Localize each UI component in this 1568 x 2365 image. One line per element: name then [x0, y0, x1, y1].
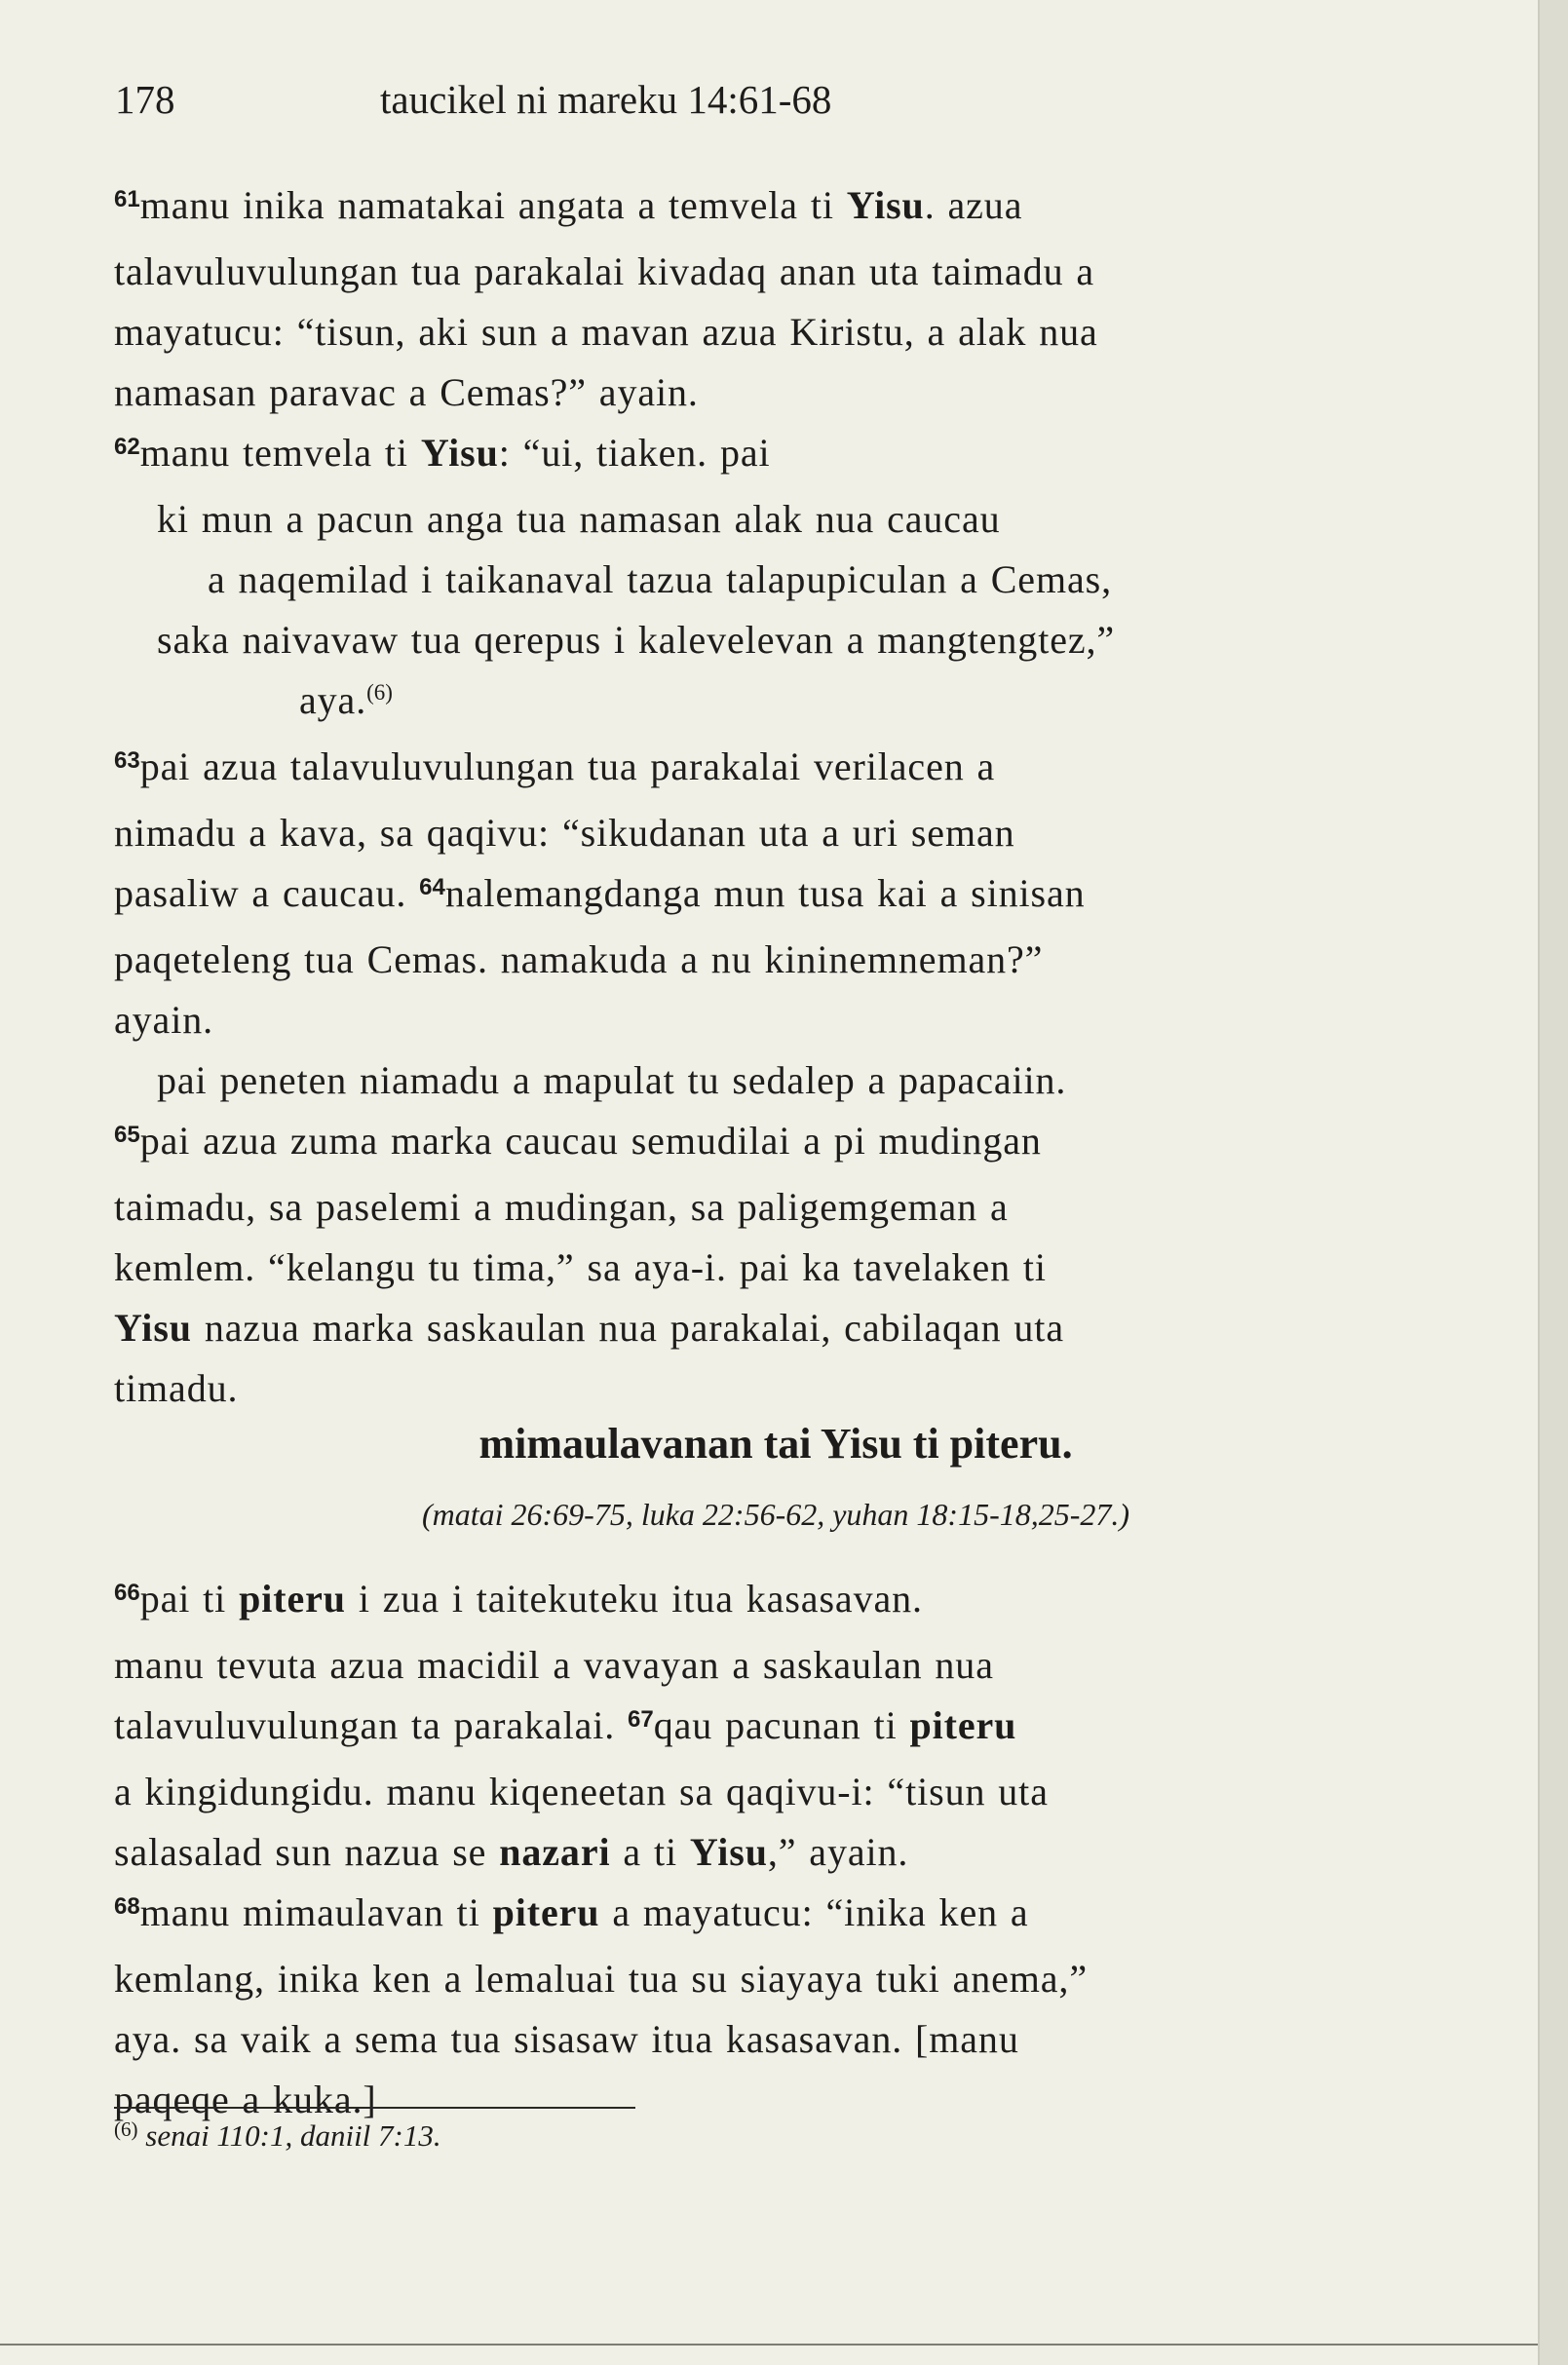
- verse-number: 61: [114, 186, 140, 212]
- paragraph-pai: pai peneten niamadu a mapulat tu sedalep a papacaiin.: [157, 1058, 1067, 1102]
- poetry-line: saka naivavaw tua qerepus i kalevelevan a mangtengtez,”: [157, 618, 1116, 662]
- page-bottom-edge: [0, 2344, 1538, 2346]
- verse-number: 67: [628, 1706, 654, 1733]
- footnote-divider: [114, 2107, 635, 2109]
- main-text-block-2: [114, 1569, 1437, 2130]
- verse-66-67: $^{66}$pai ti piteru i zua i taitekuteku itua kasasavan. manu tevuta azua macidil a vavayan a saskaulan nua talavuluvulungan ta parakalai. $^{67}$qau pacunan ti piteru a kingidungidu. manu kiqeneetan sa qaqivu-i: “tisun uta salasalad sun nazua se nazari a ti Yisu,” ayain.: [114, 1577, 1049, 1874]
- section-heading: mimaulavanan tai Yisu ti piteru.: [478, 1420, 1073, 1468]
- page-header: [115, 70, 1431, 129]
- running-title: taucikel ni mareku 14:61-68: [380, 77, 832, 122]
- verse-number: 65: [114, 1122, 140, 1148]
- verse-68: $^{68}$manu mimaulavan ti piteru a mayatucu: “inika ken a kemlang, inika ken a lemaluai tua su siayaya tuki anema,” aya. sa vaik a sema tua sisasaw itua kasasavan. [manu paqeqe a kuka.]: [114, 1890, 1088, 2121]
- footnote-mark: (6): [114, 2117, 138, 2141]
- page-edge: [1540, 0, 1568, 2365]
- verse-62: $^{62}$manu temvela ti Yisu: “ui, tiaken. pai ki mun a pacun anga tua namasan alak nua caucau a naqemilad i taikanaval tazua talapupiculan a Cemas, saka naivavaw tua qerepus i kalevelevan a mangtengtez,” aya.$^{(6)}$: [114, 431, 1116, 722]
- page-number: 178: [115, 77, 175, 122]
- verse-number: 62: [114, 434, 140, 460]
- verse-63-64: $^{63}$pai azua talavuluvulungan tua parakalai verilacen a nimadu a kava, sa qaqivu: “sikudanan uta a uri seman pasaliw a caucau. $^{64}$nalemangdanga mun tusa kai a sinisan paqeteleng tua Cemas. namakuda a nu kininemneman?” ayain.: [114, 744, 1086, 1042]
- footnote-reference[interactable]: (6): [366, 680, 393, 705]
- poetry-line: a naqemilad i taikanaval tazua talapupiculan a Cemas,: [208, 557, 1112, 601]
- main-text-block-1: [114, 175, 1437, 1419]
- poetry-line: aya.: [299, 678, 367, 722]
- verse-number: 66: [114, 1580, 140, 1606]
- verse-61: $^{61}$manu inika namatakai angata a temvela ti Yisu. azua talavuluvulungan tua parakalai kivadaq anan uta taimadu a mayatucu: “tisun, aki sun a mavan azua Kiristu, a alak nua namasan paravac a Cemas?” ayain.: [114, 183, 1098, 414]
- section-cross-reference: (matai 26:69-75, luka 22:56-62, yuhan 18:15-18,25-27.): [421, 1497, 1130, 1532]
- footnote: [114, 2115, 441, 2160]
- poetry-line: ki mun a pacun anga tua namasan alak nua caucau: [157, 497, 1001, 541]
- verse-number: 68: [114, 1893, 140, 1920]
- verse-number: 64: [419, 874, 445, 900]
- footnote-text: senai 110:1, daniil 7:13.: [145, 2118, 441, 2153]
- verse-number: 63: [114, 747, 140, 774]
- verse-65: $^{65}$pai azua zuma marka caucau semudilai a pi mudingan taimadu, sa paselemi a mudingan, sa paligemgeman a kemlem. “kelangu tu tima,” sa aya-i. pai ka tavelaken ti Yisu nazua marka saskaulan nua parakalai, cabilaqan uta timadu.: [114, 1119, 1064, 1410]
